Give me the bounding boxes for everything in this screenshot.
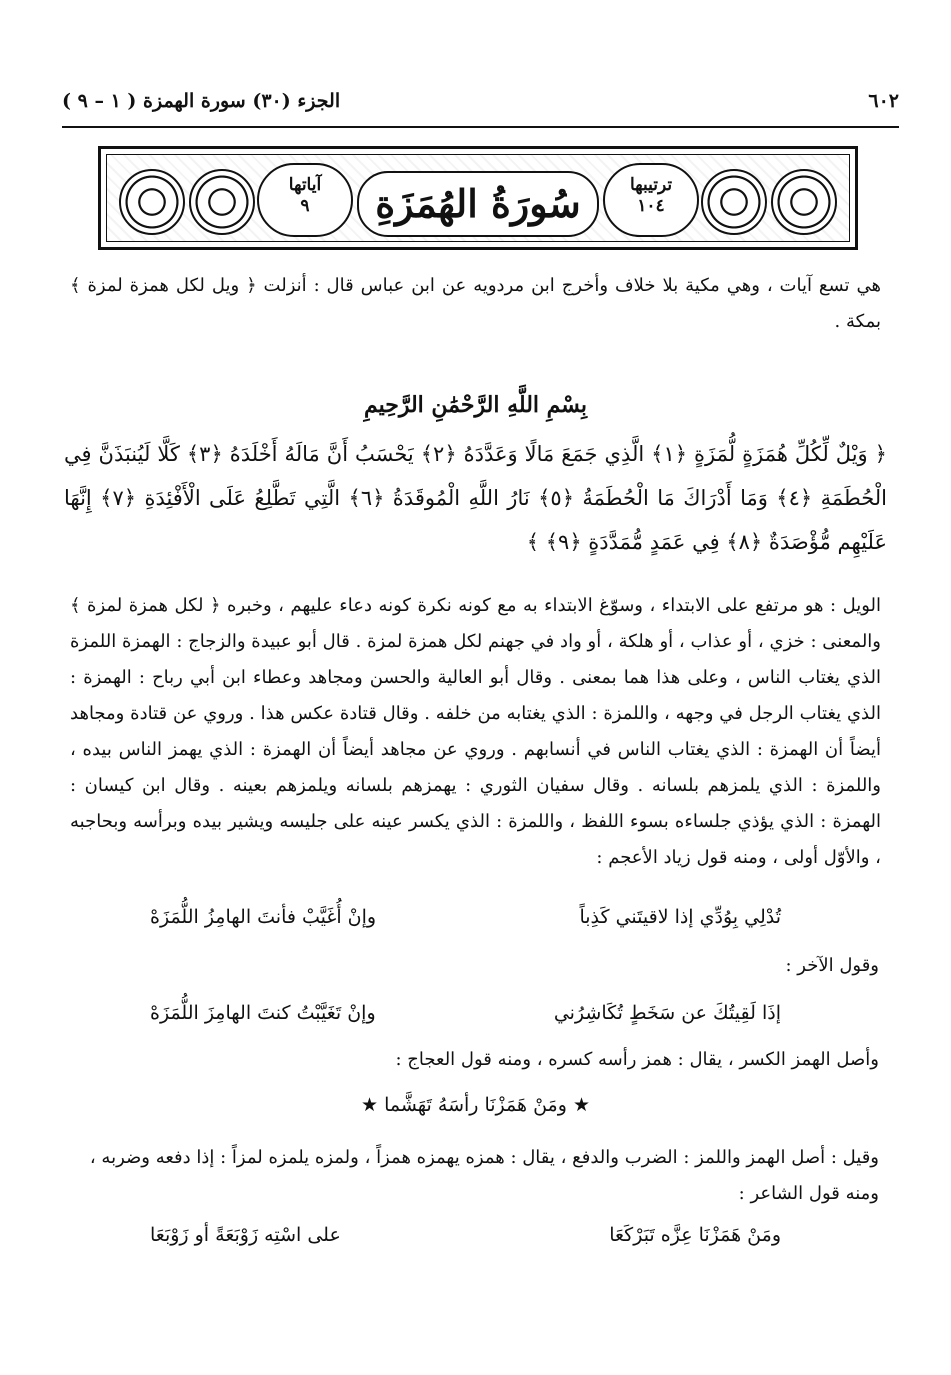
verse-first-hemistich: إذَا لَقِيتُكَ عن سَخَطٍ تُكَاشِرُني (553, 1002, 781, 1024)
intro-paragraph: هي تسع آيات ، وهي مكية بلا خلاف وأخرج ابن مردويه عن ابن عباس قال : أنزلت ﴿ ويل لكل همزة لمزة ﴾ بمكة . (70, 275, 881, 332)
surah-banner (98, 146, 858, 250)
surah-order-medallion (603, 163, 699, 237)
floral-ornament-icon (701, 169, 767, 235)
poetry-verse (150, 1224, 781, 1246)
verse-count-medallion (257, 163, 353, 237)
verse-first-hemistich: تُدْلِي بِوُدِّي إذا لاقيتَني كَذِباً (579, 906, 781, 928)
text-paragraph: وقيل : أصل الهمز واللمز : الضرب والدفع ، يقال : همزه يهمزه همزاً ، ولمزه يلمزه لمزاً : إذا دفعه وضربه ، ومنه قول الشاعر : (89, 1147, 879, 1204)
quran-verses: ﴿ وَيْلٌ لِّكُلِّ هُمَزَةٍ لُّمَزَةٍ ﴿١﴾ الَّذِي جَمَعَ مَالًا وَعَدَّدَهُ ﴿٢﴾ يَحْسَبُ أَنَّ مَالَهُ أَخْلَدَهُ ﴿٣﴾ كَلَّا لَيُنبَذَنَّ فِي الْحُطَمَةِ ﴿٤﴾ وَمَا أَدْرَاكَ مَا الْحُطَمَةُ ﴿٥﴾ نَارُ اللَّهِ الْمُوقَدَةُ ﴿٦﴾ الَّتِي تَطَّلِعُ عَلَى الْأَفْئِدَةِ ﴿٧﴾ إِنَّهَا عَلَيْهِم مُّؤْصَدَةٌ ﴿٨﴾ فِي عَمَدٍ مُّمَدَّدَةٍ ﴿٩﴾ ﴾ (64, 442, 887, 554)
banner-frame (106, 154, 850, 242)
verse-second-hemistich: على اسْتِه زَوْبَعَةً أو زَوْبَعَا (150, 1224, 341, 1246)
order-value: ١٠٤ (637, 196, 665, 217)
poetry-verse-single: ★ ومَنْ هَمَزْنَا رأسَهُ تَهَشَّما ★ (361, 1094, 590, 1116)
order-label: ترتيبها (629, 175, 673, 195)
poetry-verse (150, 906, 781, 928)
verses-value: ٩ (300, 196, 310, 217)
running-title: الجزء (٣٠) سورة الهمزة ( ١ – ٩ ) (62, 90, 341, 112)
surah-title: سُورَةُ الهُمَزَةِ (357, 171, 599, 237)
text-line: وقول الآخر : (785, 955, 879, 976)
poetry-verse (150, 1002, 781, 1024)
page-number: ٦٠٢ (868, 90, 899, 112)
floral-ornament-icon (189, 169, 255, 235)
verses-label: آياتها (288, 175, 322, 195)
verse-second-hemistich: وإنْ أُغَيَّبْ فأنتَ الهامِزُ اللُّمَزَهْ (150, 906, 377, 928)
verse-first-hemistich: ومَنْ هَمَزْنَا عِزَّه تَبَرْكَعَا (609, 1224, 781, 1246)
floral-ornament-icon (771, 169, 837, 235)
running-header (62, 80, 899, 128)
verse-second-hemistich: وإنْ تَغَيَّبْتُ كنتَ الهامِزَ اللُّمَزَهْ (150, 1002, 376, 1024)
commentary-paragraph: الويل : هو مرتفع على الابتداء ، وسوّغ الابتداء به مع كونه نكرة كونه دعاء عليهم ، وخبره ﴿ لكل همزة لمزة ﴾ والمعنى : خزي ، أو عذاب ، أو هلكة ، أو واد في جهنم لكل همزة لمزة . قال أبو عبيدة والزجاج : الهمزة اللمزة الذي يغتاب الناس ، وعلى هذا هما بمعنى . وقال أبو العالية والحسن ومجاهد وعطاء ابن أبي رباح : الهمزة : الذي يغتاب الرجل في وجهه ، واللمزة : الذي يغتابه من خلفه . وقال قتادة عكس هذا . وروي عن قتادة ومجاهد أيضاً أن الهمزة : الذي يغتاب الناس في أنسابهم . وروي عن مجاهد أيضاً أن الهمزة : الذي يهمز الناس بيده ، واللمزة : الذي يلمزهم بلسانه . وقال سفيان الثوري : يهمزهم بلسانه ويلمزهم بعينه . وقال ابن كيسان : الهمزة : الذي يؤذي جلساءه بسوء اللفظ ، واللمزة : الذي يكسر عينه على جليسه ويشير بيده وبرأسه وبحاجبه ، والأوّل أولى ، ومنه قول زياد الأعجم : (70, 595, 881, 868)
floral-ornament-icon (119, 169, 185, 235)
basmala: بِسْمِ اللَّهِ الرَّحْمَٰنِ الرَّحِيمِ (363, 392, 588, 418)
text-line: وأصل الهمز الكسر ، يقال : همز رأسه كسره ، ومنه قول العجاج : (395, 1049, 879, 1070)
